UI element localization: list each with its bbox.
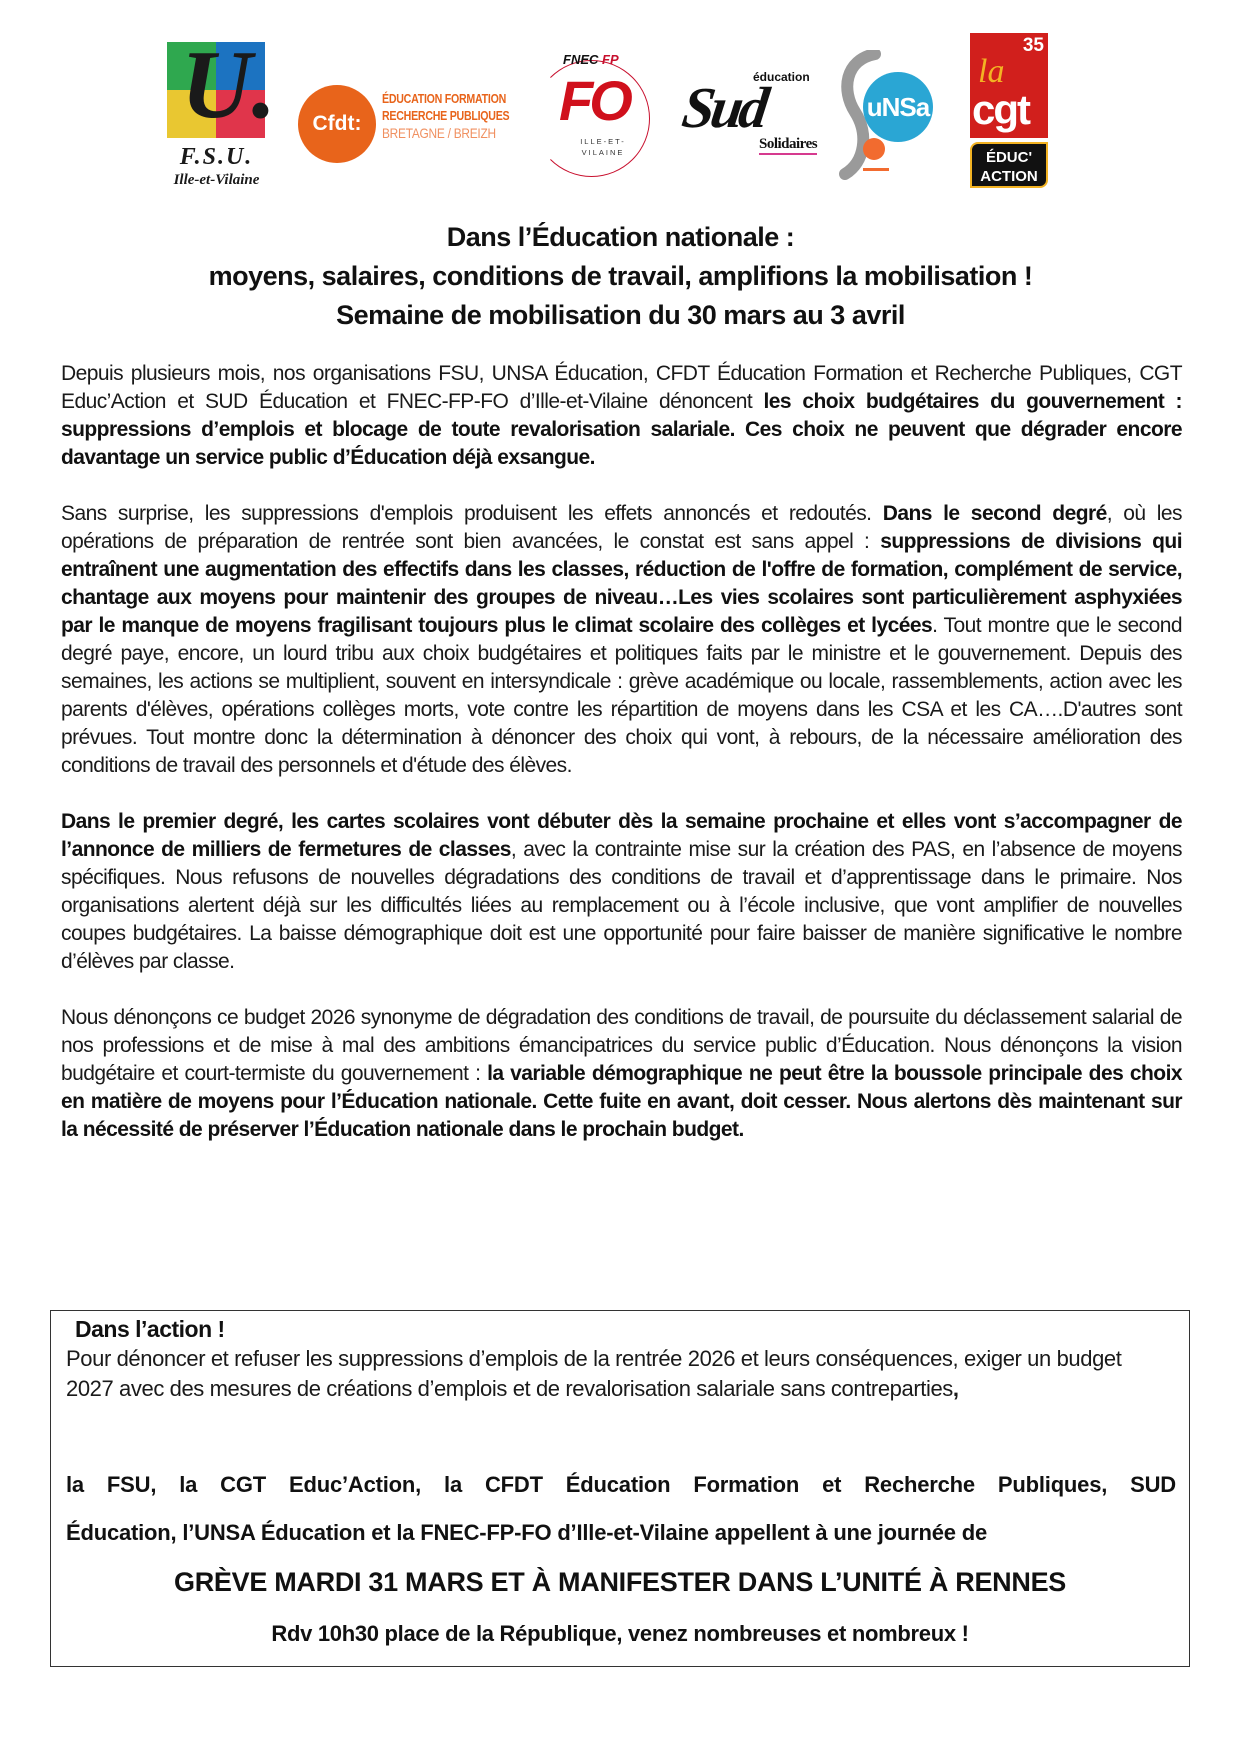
cgt-number: 35 xyxy=(1022,35,1044,56)
cfdt-mark: Cfdt: xyxy=(298,85,376,163)
paragraph-1: Depuis plusieurs mois, nos organisations FSU, UNSA Éducation, CFDT Éducation Formation et Recherche Publiques, CGT Educ’Action et SUD Éducation et FNEC-FP-FO d’Ille-et-Vilaine dénoncent les choix budgétaires du gouvernement : suppressions d’emplois et blocage de toute revalorisation salariale. Ces choix ne peuvent que dégrader encore davantage un service public d’Éducation déjà exsangue. xyxy=(61,362,1182,469)
orgs-line-2: Éducation, l’UNSA Éducation et la FNEC-FP-FO d’Ille-et-Vilaine appellent à une journée de xyxy=(66,1520,987,1545)
page-title xyxy=(0,218,1241,335)
cfdt-text xyxy=(382,91,510,142)
cgt-mark: cgt xyxy=(972,86,1029,133)
sud-mark: Sud xyxy=(678,75,770,140)
fo-mark: FO xyxy=(559,69,629,132)
paragraph-4: Nous dénonçons ce budget 2026 synonyme de dégradation des conditions de travail, de poursuite du déclassement salarial de nos professions et de mise à mal des ambitions émancipatrices du service public d’Éducation. Nous dénonçons la vision budgétaire et court-termiste du gouvernement : la variable démographique ne peut être la boussole principale des choix en matière de moyens pour l’Éducation nationale. Cette fuite en avant, doit cesser. Nous alertons dès maintenant sur la nécessité de préserver l’Éducation nationale dans le prochain budget. xyxy=(61,1006,1182,1141)
fsu-name: F.S.U. xyxy=(179,144,254,170)
body-text xyxy=(61,360,1182,1172)
rendezvous: Rdv 10h30 place de la République, venez nombreuses et nombreux ! xyxy=(271,1621,969,1646)
title-line-2: moyens, salaires, conditions de travail, amplifions la mobilisation ! xyxy=(208,261,1033,291)
cfdt-line2: RECHERCHE PUBLIQUES xyxy=(382,109,510,123)
sud-top: éducation xyxy=(753,70,810,84)
paragraph-2: Sans surprise, les suppressions d'emplois produisent les effets annoncés et redoutés. Dans le second degré, où les opérations de préparation de rentrée sont bien avancées, le constat est sans appel : suppressions de divisions qui entraînent une augmentation des effectifs dans les classes, réduction de l'offre de formation, complément de service, chantage aux moyens pour maintenir des groupes de niveau…Les vies scolaires sont particulièrement asphyxiées par le manque de moyens fragilisant toujours plus le climat scolaire des collèges et lycées. Tout montre que le second degré paye, encore, un lourd tribu aux choix budgétaires et politiques faits par le ministre et le gouvernement. Depuis des semaines, les actions se multiplient, souvent en intersyndicale : grève académique ou locale, rassemblements, action avec les parents d'élèves, opérations collèges morts, vote contre les répartition de moyens dans les CSA et les CA….D'autres sont prévues. Tout montre donc la détermination à dénoncer des choix qui vont, à rebours, de la nécessaire amélioration des conditions de travail des personnels et d'étude des élèves. xyxy=(61,502,1182,777)
action-intro: Pour dénoncer et refuser les suppressions d’emplois de la rentrée 2026 et leurs conséquences, exiger un budget 2027 avec des mesures de créations d’emplois et de revalorisation salariale sans contreparties, xyxy=(66,1346,1122,1401)
unsa-dot xyxy=(863,138,885,160)
fsu-sub: Ille-et-Vilaine xyxy=(173,172,260,188)
fo-top: FNEC FP xyxy=(563,52,619,67)
logos-row xyxy=(0,30,1241,195)
unsa-logo xyxy=(835,50,945,180)
paragraph-3: Dans le premier degré, les cartes scolaires vont débuter dès la semaine prochaine et elles vont s’accompagner de l’annonce de milliers de fermetures de classes, avec la contrainte mise sur la création des PAS, en l’absence de moyens spécifiques. Nous refusons de nouvelles dégradations des conditions de travail et d’apprentissage dans le primaire. Nos organisations alertent déjà sur les difficultés liées au remplacement ou à l’école inclusive, que vont amplifier de nouvelles coupes budgétaires. La baisse démographique doit est une opportunité pour faire baisser de manière significative le nombre d’élèves par classe. xyxy=(61,810,1182,973)
fo-location: ILLE-ET- VILAINE xyxy=(580,137,626,157)
fsu-letter: U. xyxy=(181,31,277,139)
fsu-color-square xyxy=(167,31,277,139)
action-heading: Dans l’action ! xyxy=(75,1316,225,1342)
unsa-globe: uNSa xyxy=(863,72,933,142)
cgt-logo xyxy=(970,33,1048,190)
cgt-red-block xyxy=(970,33,1048,138)
cfdt-line1: ÉDUCATION FORMATION xyxy=(382,92,507,106)
fsu-logo xyxy=(165,31,277,192)
fo-logo xyxy=(533,50,653,180)
unsa-bar xyxy=(863,168,889,171)
cfdt-line3: BRETAGNE / BREIZH xyxy=(382,125,496,141)
cgt-la: la xyxy=(978,53,1005,90)
action-organisations xyxy=(66,1461,1176,1557)
sud-bottom: Solidaires xyxy=(759,136,817,155)
sud-logo xyxy=(678,70,818,160)
strike-call: GRÈVE MARDI 31 MARS ET À MANIFESTER DANS L’UNITÉ À RENNES xyxy=(174,1567,1066,1597)
action-box xyxy=(50,1310,1190,1667)
title-line-1: Dans l’Éducation nationale : xyxy=(446,222,795,252)
cgt-educaction-block: ÉDUC' ACTION xyxy=(970,142,1048,188)
orgs-line-1: la FSU, la CGT Educ’Action, la CFDT Éducation Formation et Recherche Publiques, SUD xyxy=(66,1472,1176,1497)
cfdt-logo xyxy=(298,85,518,165)
title-line-3: Semaine de mobilisation du 30 mars au 3 avril xyxy=(336,300,905,330)
